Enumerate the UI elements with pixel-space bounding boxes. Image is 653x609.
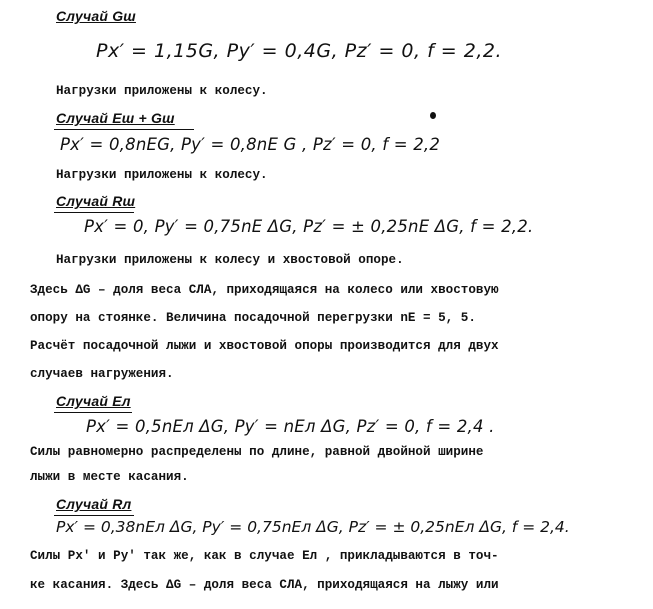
text-line-9: лыжи в месте касания.: [30, 470, 189, 484]
case-bar-3: [54, 212, 134, 213]
case-heading-2: Случай Eш + Gш: [56, 110, 175, 126]
text-line-3: Нагрузки приложены к колесу и хвостовой опоре.: [56, 253, 404, 267]
formula-1: Px′ = 1,15G, Py′ = 0,4G, Pz′ = 0, f = 2,2.: [96, 40, 503, 62]
case-heading-5: Случай Rл: [56, 496, 132, 512]
formula-2: Px′ = 0,8nEG, Py′ = 0,8nE G , Pz′ = 0, f = 2,2: [60, 135, 441, 154]
case-heading-4: Случай Eл: [56, 393, 131, 409]
case-heading-1: Случай Gш: [56, 8, 136, 24]
ink-dot: [430, 112, 436, 119]
text-line-11: ке касания. Здесь ΔG – доля веса СЛА, приходящаяся на лыжу или: [30, 578, 499, 592]
text-line-10: Силы Px′ и Py′ так же, как в случае Eл , прикладываются в точ-: [30, 549, 499, 563]
formula-3: Px′ = 0, Py′ = 0,75nE ΔG, Pz′ = ± 0,25nE ΔG, f = 2,2.: [84, 217, 534, 236]
text-line-1: Нагрузки приложены к колесу.: [56, 84, 268, 98]
case-bar-2: [54, 129, 194, 130]
text-line-7: случаев нагружения.: [30, 367, 174, 381]
formula-5: Px′ = 0,38nEл ΔG, Py′ = 0,75nEл ΔG, Pz′ = ± 0,25nEл ΔG, f = 2,4.: [56, 518, 570, 536]
case-bar-5: [54, 515, 134, 516]
case-heading-3: Случай Rш: [56, 193, 136, 209]
formula-4: Px′ = 0,5nEл ΔG, Py′ = nEл ΔG, Pz′ = 0, f = 2,4 .: [86, 417, 495, 436]
text-line-5: опору на стоянке. Величина посадочной перегрузки nE = 5, 5.: [30, 311, 476, 325]
text-line-8: Силы равномерно распределены по длине, равной двойной ширине: [30, 445, 484, 459]
text-line-4: Здесь ΔG – доля веса СЛА, приходящаяся на колесо или хвостовую: [30, 283, 499, 297]
text-line-2: Нагрузки приложены к колесу.: [56, 168, 268, 182]
case-bar-4: [54, 412, 132, 413]
text-line-6: Расчёт посадочной лыжи и хвостовой опоры производится для двух: [30, 339, 499, 353]
